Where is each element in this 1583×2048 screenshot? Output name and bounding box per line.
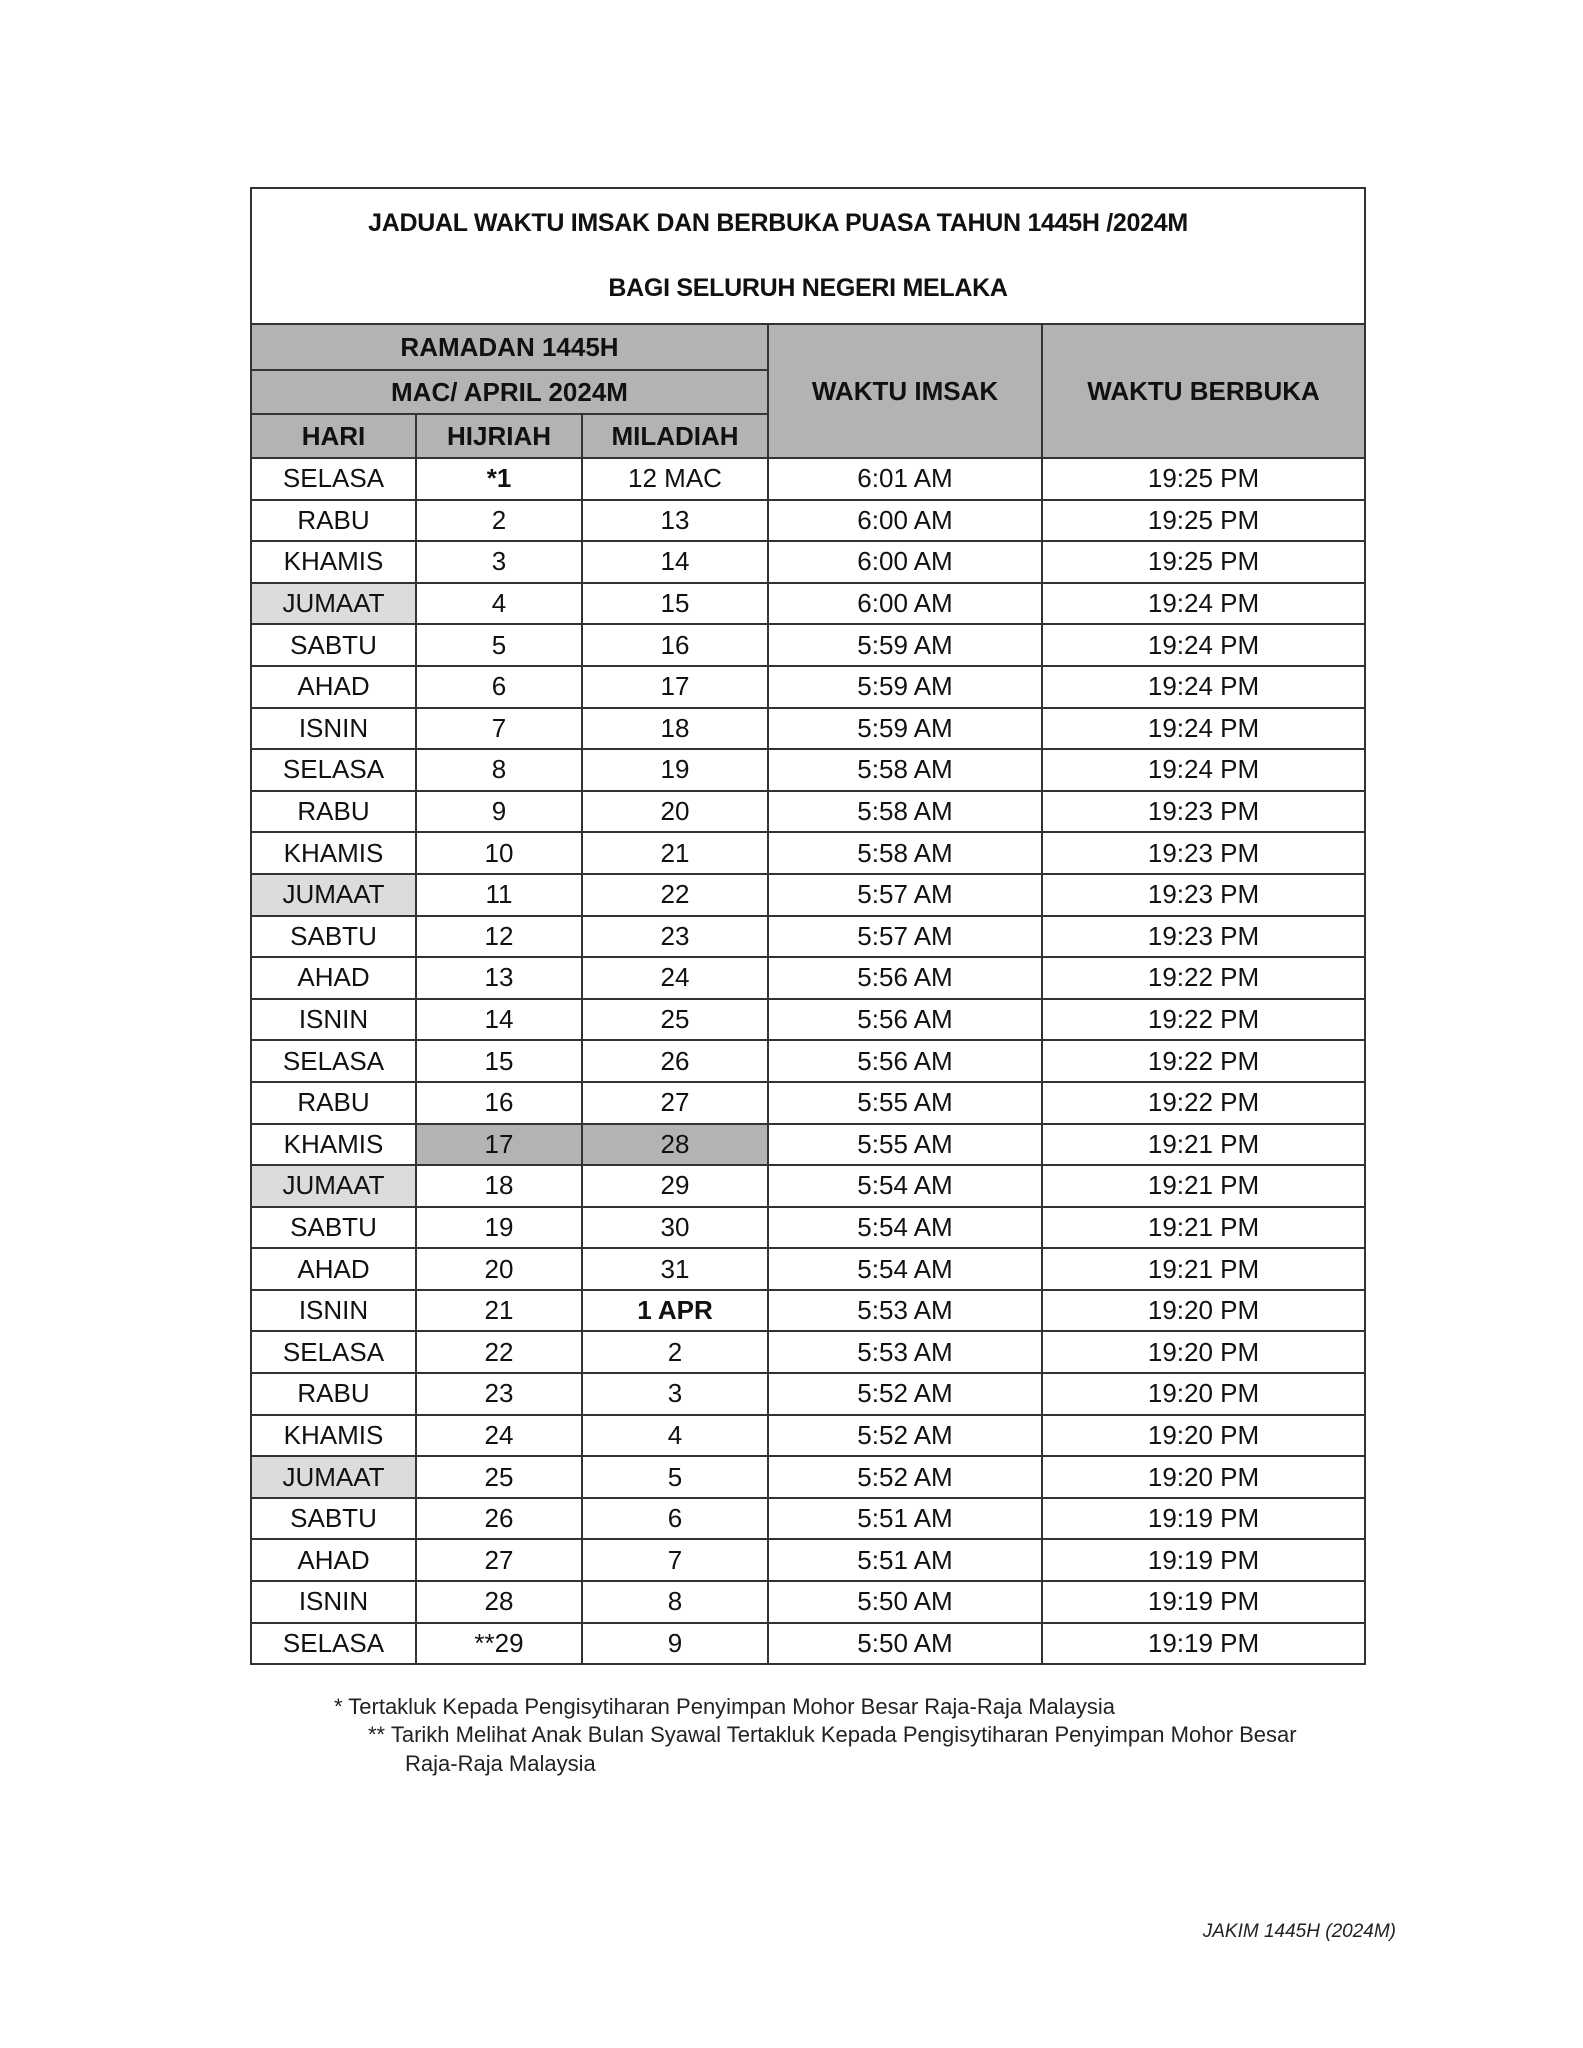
cell-berbuka: 19:20 PM — [1042, 1290, 1365, 1332]
cell-hari: AHAD — [251, 1539, 416, 1581]
cell-berbuka: 19:21 PM — [1042, 1207, 1365, 1249]
table-row — [251, 1248, 1365, 1290]
table-row — [251, 1498, 1365, 1540]
cell-hari: JUMAAT — [251, 874, 416, 916]
cell-hari: SELASA — [251, 1040, 416, 1082]
cell-hijriah: 5 — [416, 624, 582, 666]
cell-imsak: 5:53 AM — [768, 1331, 1042, 1373]
cell-hari: ISNIN — [251, 1290, 416, 1332]
cell-imsak: 5:59 AM — [768, 708, 1042, 750]
table-row — [251, 1124, 1365, 1166]
table-row — [251, 1373, 1365, 1415]
table-row — [251, 1331, 1365, 1373]
cell-imsak: 5:56 AM — [768, 999, 1042, 1041]
cell-hari: ISNIN — [251, 1581, 416, 1623]
cell-berbuka: 19:21 PM — [1042, 1248, 1365, 1290]
cell-imsak: 5:50 AM — [768, 1581, 1042, 1623]
table-row — [251, 874, 1365, 916]
header-month: MAC/ APRIL 2024M — [251, 370, 768, 414]
cell-hijriah: 16 — [416, 1082, 582, 1124]
cell-berbuka: 19:24 PM — [1042, 708, 1365, 750]
cell-berbuka: 19:24 PM — [1042, 583, 1365, 625]
cell-imsak: 5:55 AM — [768, 1082, 1042, 1124]
cell-hari: ISNIN — [251, 708, 416, 750]
cell-imsak: 5:57 AM — [768, 874, 1042, 916]
cell-miladiah: 31 — [582, 1248, 768, 1290]
cell-hari: ISNIN — [251, 999, 416, 1041]
cell-berbuka: 19:23 PM — [1042, 832, 1365, 874]
table-row — [251, 1456, 1365, 1498]
cell-imsak: 6:00 AM — [768, 541, 1042, 583]
cell-miladiah: 4 — [582, 1415, 768, 1457]
cell-hari: KHAMIS — [251, 541, 416, 583]
cell-imsak: 5:50 AM — [768, 1623, 1042, 1665]
cell-miladiah: 24 — [582, 957, 768, 999]
cell-berbuka: 19:23 PM — [1042, 874, 1365, 916]
cell-hari: SABTU — [251, 624, 416, 666]
cell-berbuka: 19:25 PM — [1042, 541, 1365, 583]
cell-hari: KHAMIS — [251, 1415, 416, 1457]
cell-berbuka: 19:24 PM — [1042, 749, 1365, 791]
cell-hijriah: *1 — [416, 458, 582, 500]
table-row — [251, 624, 1365, 666]
cell-miladiah: 2 — [582, 1331, 768, 1373]
cell-hari: JUMAAT — [251, 1456, 416, 1498]
cell-miladiah: 8 — [582, 1581, 768, 1623]
cell-berbuka: 19:23 PM — [1042, 791, 1365, 833]
cell-imsak: 5:56 AM — [768, 957, 1042, 999]
table-subtitle: BAGI SELURUH NEGERI MELAKA — [608, 274, 1008, 302]
cell-imsak: 5:54 AM — [768, 1248, 1042, 1290]
cell-berbuka: 19:22 PM — [1042, 999, 1365, 1041]
cell-imsak: 5:58 AM — [768, 749, 1042, 791]
cell-miladiah: 20 — [582, 791, 768, 833]
cell-imsak: 6:01 AM — [768, 458, 1042, 500]
cell-hijriah: 19 — [416, 1207, 582, 1249]
cell-hari: SABTU — [251, 916, 416, 958]
cell-hari: KHAMIS — [251, 1124, 416, 1166]
header-hari: HARI — [251, 414, 416, 458]
cell-imsak: 5:59 AM — [768, 666, 1042, 708]
cell-hijriah: 6 — [416, 666, 582, 708]
cell-hari: SELASA — [251, 1331, 416, 1373]
cell-berbuka: 19:20 PM — [1042, 1415, 1365, 1457]
table-row — [251, 541, 1365, 583]
cell-berbuka: 19:21 PM — [1042, 1165, 1365, 1207]
table-row — [251, 832, 1365, 874]
cell-hijriah: 27 — [416, 1539, 582, 1581]
cell-hari: AHAD — [251, 957, 416, 999]
table-row — [251, 957, 1365, 999]
table-row — [251, 1415, 1365, 1457]
cell-imsak: 5:59 AM — [768, 624, 1042, 666]
cell-berbuka: 19:25 PM — [1042, 500, 1365, 542]
cell-hijriah: 20 — [416, 1248, 582, 1290]
footnote-1: * Tertakluk Kepada Pengisytiharan Penyimpan Mohor Besar Raja-Raja Malaysia — [334, 1694, 1115, 1719]
cell-hijriah: 7 — [416, 708, 582, 750]
cell-imsak: 5:55 AM — [768, 1124, 1042, 1166]
cell-imsak: 6:00 AM — [768, 500, 1042, 542]
cell-hijriah: 9 — [416, 791, 582, 833]
table-row — [251, 1539, 1365, 1581]
footnote-2-cont: Raja-Raja Malaysia — [405, 1751, 596, 1776]
cell-imsak: 5:52 AM — [768, 1456, 1042, 1498]
cell-imsak: 5:54 AM — [768, 1207, 1042, 1249]
table-row — [251, 1082, 1365, 1124]
cell-hijriah: 18 — [416, 1165, 582, 1207]
cell-hijriah: 3 — [416, 541, 582, 583]
cell-miladiah: 22 — [582, 874, 768, 916]
cell-hari: RABU — [251, 791, 416, 833]
cell-miladiah: 12 MAC — [582, 458, 768, 500]
cell-hijriah: 15 — [416, 1040, 582, 1082]
cell-miladiah: 16 — [582, 624, 768, 666]
table-row — [251, 999, 1365, 1041]
table-row — [251, 916, 1365, 958]
table-row — [251, 1040, 1365, 1082]
table-row — [251, 1290, 1365, 1332]
cell-hijriah: 13 — [416, 957, 582, 999]
cell-imsak: 6:00 AM — [768, 583, 1042, 625]
cell-imsak: 5:51 AM — [768, 1498, 1042, 1540]
cell-hijriah: 17 — [416, 1124, 582, 1166]
cell-hijriah: 23 — [416, 1373, 582, 1415]
cell-berbuka: 19:22 PM — [1042, 1082, 1365, 1124]
cell-hijriah: 10 — [416, 832, 582, 874]
table-row — [251, 500, 1365, 542]
cell-hijriah: 2 — [416, 500, 582, 542]
cell-miladiah: 13 — [582, 500, 768, 542]
cell-imsak: 5:51 AM — [768, 1539, 1042, 1581]
cell-hijriah: 11 — [416, 874, 582, 916]
cell-hijriah: 28 — [416, 1581, 582, 1623]
cell-miladiah: 7 — [582, 1539, 768, 1581]
cell-hijriah: 25 — [416, 1456, 582, 1498]
cell-berbuka: 19:23 PM — [1042, 916, 1365, 958]
table-row — [251, 666, 1365, 708]
cell-berbuka: 19:21 PM — [1042, 1124, 1365, 1166]
cell-hari: SELASA — [251, 458, 416, 500]
cell-miladiah: 17 — [582, 666, 768, 708]
table-title: JADUAL WAKTU IMSAK DAN BERBUKA PUASA TAHUN 1445H /2024M — [368, 209, 1188, 237]
cell-hijriah: 24 — [416, 1415, 582, 1457]
cell-hijriah: 14 — [416, 999, 582, 1041]
cell-imsak: 5:57 AM — [768, 916, 1042, 958]
header-ramadan: RAMADAN 1445H — [251, 324, 768, 370]
cell-hari: AHAD — [251, 1248, 416, 1290]
cell-berbuka: 19:22 PM — [1042, 957, 1365, 999]
cell-miladiah: 5 — [582, 1456, 768, 1498]
table-row — [251, 1623, 1365, 1665]
table-row — [251, 583, 1365, 625]
cell-imsak: 5:52 AM — [768, 1373, 1042, 1415]
footer-label: JAKIM 1445H (2024M) — [1202, 1921, 1396, 1942]
cell-hari: RABU — [251, 500, 416, 542]
cell-hari: SELASA — [251, 1623, 416, 1665]
cell-hijriah: 21 — [416, 1290, 582, 1332]
header-hijriah: HIJRIAH — [416, 414, 582, 458]
cell-miladiah: 14 — [582, 541, 768, 583]
cell-hari: RABU — [251, 1373, 416, 1415]
cell-miladiah: 26 — [582, 1040, 768, 1082]
cell-hari: JUMAAT — [251, 583, 416, 625]
cell-berbuka: 19:20 PM — [1042, 1331, 1365, 1373]
cell-hari: SELASA — [251, 749, 416, 791]
cell-imsak: 5:56 AM — [768, 1040, 1042, 1082]
cell-hijriah: 8 — [416, 749, 582, 791]
table-row — [251, 791, 1365, 833]
cell-berbuka: 19:19 PM — [1042, 1581, 1365, 1623]
cell-miladiah: 25 — [582, 999, 768, 1041]
cell-hari: JUMAAT — [251, 1165, 416, 1207]
cell-berbuka: 19:24 PM — [1042, 624, 1365, 666]
cell-miladiah: 15 — [582, 583, 768, 625]
cell-hari: SABTU — [251, 1207, 416, 1249]
imsak-berbuka-table — [250, 187, 1366, 1665]
cell-imsak: 5:53 AM — [768, 1290, 1042, 1332]
cell-hijriah: **29 — [416, 1623, 582, 1665]
cell-miladiah: 3 — [582, 1373, 768, 1415]
cell-hijriah: 22 — [416, 1331, 582, 1373]
cell-hari: KHAMIS — [251, 832, 416, 874]
cell-berbuka: 19:25 PM — [1042, 458, 1365, 500]
cell-berbuka: 19:20 PM — [1042, 1456, 1365, 1498]
cell-miladiah: 19 — [582, 749, 768, 791]
cell-miladiah: 29 — [582, 1165, 768, 1207]
table-row — [251, 1207, 1365, 1249]
table-row — [251, 1581, 1365, 1623]
table-row — [251, 708, 1365, 750]
cell-hari: SABTU — [251, 1498, 416, 1540]
table-title-cell — [251, 188, 1365, 324]
cell-hari: RABU — [251, 1082, 416, 1124]
header-berbuka: WAKTU BERBUKA — [1042, 324, 1365, 458]
cell-berbuka: 19:19 PM — [1042, 1539, 1365, 1581]
footnote-2: ** Tarikh Melihat Anak Bulan Syawal Tertakluk Kepada Pengisytiharan Penyimpan Mohor Besar — [368, 1722, 1297, 1747]
cell-miladiah: 23 — [582, 916, 768, 958]
cell-miladiah: 21 — [582, 832, 768, 874]
cell-miladiah: 27 — [582, 1082, 768, 1124]
cell-berbuka: 19:19 PM — [1042, 1498, 1365, 1540]
cell-berbuka: 19:20 PM — [1042, 1373, 1365, 1415]
cell-miladiah: 30 — [582, 1207, 768, 1249]
cell-imsak: 5:58 AM — [768, 832, 1042, 874]
table-row — [251, 458, 1365, 500]
header-imsak: WAKTU IMSAK — [768, 324, 1042, 458]
cell-hijriah: 26 — [416, 1498, 582, 1540]
cell-hari: AHAD — [251, 666, 416, 708]
cell-imsak: 5:58 AM — [768, 791, 1042, 833]
cell-miladiah: 1 APR — [582, 1290, 768, 1332]
cell-hijriah: 4 — [416, 583, 582, 625]
cell-berbuka: 19:24 PM — [1042, 666, 1365, 708]
cell-miladiah: 9 — [582, 1623, 768, 1665]
cell-imsak: 5:54 AM — [768, 1165, 1042, 1207]
header-miladiah: MILADIAH — [582, 414, 768, 458]
cell-berbuka: 19:19 PM — [1042, 1623, 1365, 1665]
cell-hijriah: 12 — [416, 916, 582, 958]
cell-miladiah: 28 — [582, 1124, 768, 1166]
table-row — [251, 1165, 1365, 1207]
table-row — [251, 749, 1365, 791]
cell-miladiah: 18 — [582, 708, 768, 750]
cell-miladiah: 6 — [582, 1498, 768, 1540]
cell-berbuka: 19:22 PM — [1042, 1040, 1365, 1082]
cell-imsak: 5:52 AM — [768, 1415, 1042, 1457]
